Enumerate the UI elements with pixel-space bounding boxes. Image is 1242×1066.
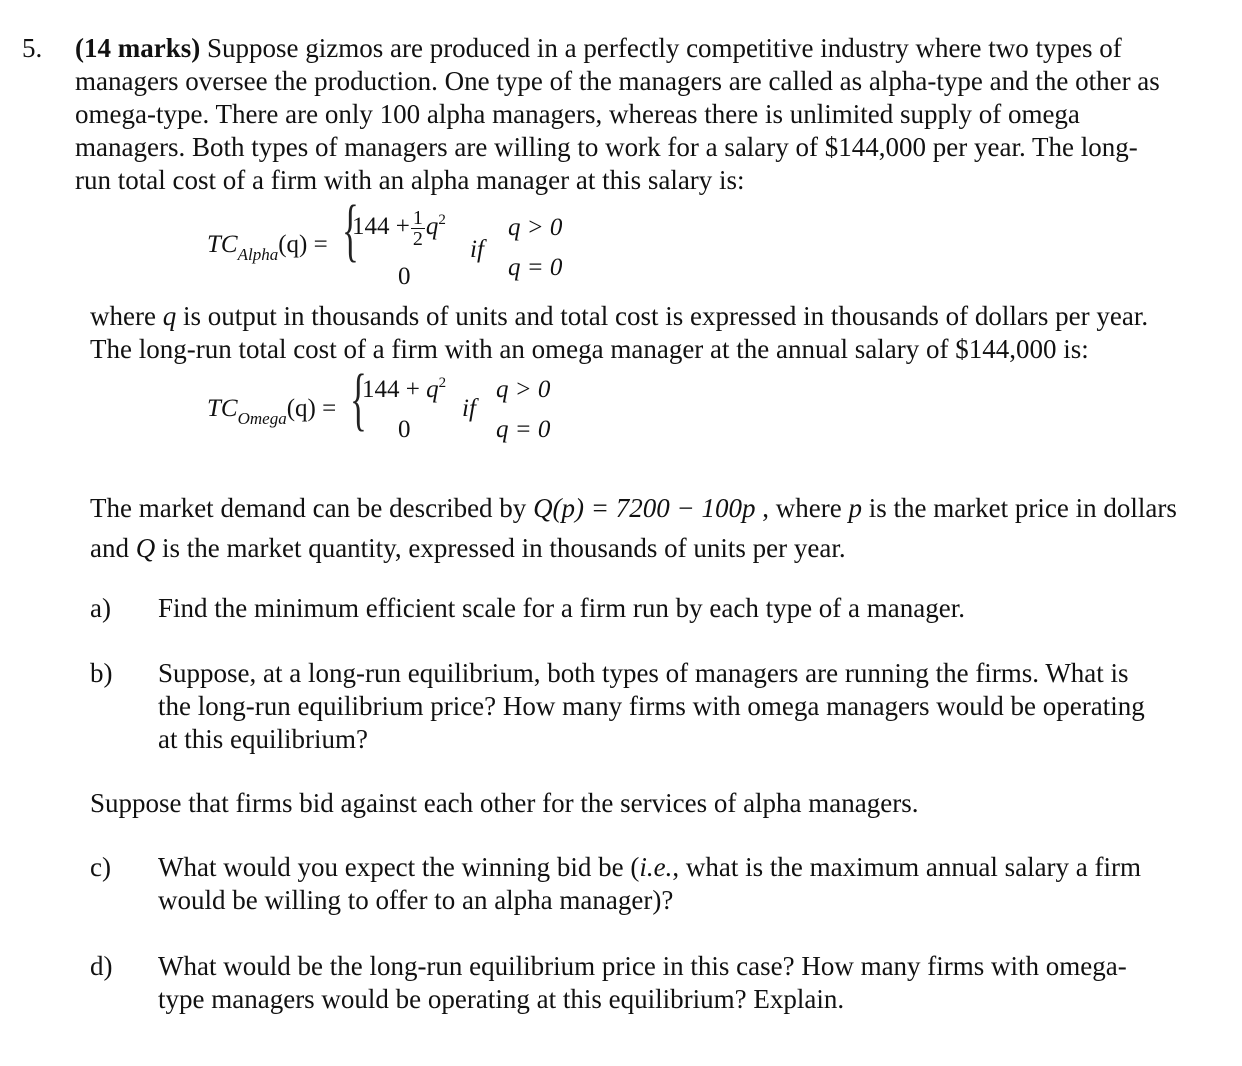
eq-const: 144 + bbox=[362, 376, 427, 403]
part-a-label: a) bbox=[90, 593, 111, 623]
intro-line: run total cost of a firm with an alpha manager at this salary is: bbox=[75, 165, 745, 195]
left-brace: { bbox=[342, 192, 359, 269]
part-c-text: What would you expect the winning bid be (i.e., what is the maximum annual salary a firm would be willing to offer to an alpha manager)? bbox=[158, 852, 1142, 915]
question-number: 5. bbox=[22, 33, 43, 63]
condition-2: q = 0 bbox=[508, 254, 563, 281]
intro-line: managers. Both types of managers are willing to work for a salary of $144,000 per year. The long- bbox=[75, 132, 1138, 162]
eq-exponent: 2 bbox=[438, 212, 446, 229]
intro-line: Suppose gizmos are produced in a perfectly competitive industry where two types of bbox=[200, 33, 1122, 63]
bidding-statement: Suppose that firms bid against each other for the services of alpha managers. bbox=[90, 788, 919, 818]
cost-description: where q is output in thousands of units and total cost is expressed in thousands of dollars per year. The long-run total cost of a firm with an omega manager at the annual salary of $144,000 is: bbox=[90, 301, 1149, 364]
eq-subscript: Alpha bbox=[237, 245, 279, 264]
eq-const: 144 + bbox=[352, 213, 410, 241]
condition-1: q > 0 bbox=[496, 376, 551, 403]
left-brace: { bbox=[350, 361, 367, 438]
case-1-expression bbox=[352, 208, 446, 249]
eq-lhs: TC bbox=[207, 395, 238, 422]
eq-subscript: Omega bbox=[237, 409, 287, 428]
eq-arg: (q) = bbox=[278, 231, 328, 258]
eq-arg: (q) = bbox=[286, 395, 337, 422]
case-1-expression bbox=[362, 373, 446, 406]
eq-var: q bbox=[425, 213, 439, 241]
omega-intro-line: The long-run total cost of a firm with an omega manager at the annual salary of $144,000 is: bbox=[90, 334, 1089, 364]
intro-line: managers oversee the production. One type of the managers are called as alpha-type and the other as bbox=[75, 66, 1160, 96]
part-d-label: d) bbox=[90, 951, 113, 981]
intro-line: omega-type. There are only 100 alpha managers, whereas there is unlimited supply of omega bbox=[75, 99, 1080, 129]
case-2-expression: 0 bbox=[398, 263, 411, 290]
part-b-text: Suppose, at a long-run equilibrium, both types of managers are running the firms. What is the long-run equilibrium price? How many firms with omega managers would be operating at this equilibrium? bbox=[158, 658, 1145, 754]
marks-label: (14 marks) bbox=[75, 33, 201, 63]
part-b-label: b) bbox=[90, 658, 113, 688]
eq-var: q bbox=[426, 376, 439, 403]
if-keyword: if bbox=[462, 395, 476, 422]
demand-description: The market demand can be described by Q(p) = 7200 − 100p , where p is the market price in dollars and Q is the market quantity, expressed in thousands of units per year. bbox=[90, 493, 1177, 563]
if-keyword: if bbox=[470, 236, 484, 263]
eq-exponent: 2 bbox=[438, 375, 447, 391]
part-d-text: What would be the long-run equilibrium price in this case? How many firms with omega- type managers would be operating at this equilibrium? Explain. bbox=[158, 951, 1127, 1014]
fraction-half: $\frac{1}{2}$ bbox=[412, 207, 423, 250]
eq-lhs: TC bbox=[207, 231, 238, 258]
case-2-expression: 0 bbox=[398, 416, 411, 443]
condition-2: q = 0 bbox=[496, 416, 551, 443]
part-c-label: c) bbox=[90, 852, 111, 882]
part-a-text: Find the minimum efficient scale for a firm run by each type of a manager. bbox=[158, 593, 965, 623]
demand-formula: Q(p) = 7200 − 100p bbox=[533, 493, 756, 523]
condition-1: q > 0 bbox=[508, 214, 563, 241]
question-intro bbox=[75, 32, 1225, 197]
